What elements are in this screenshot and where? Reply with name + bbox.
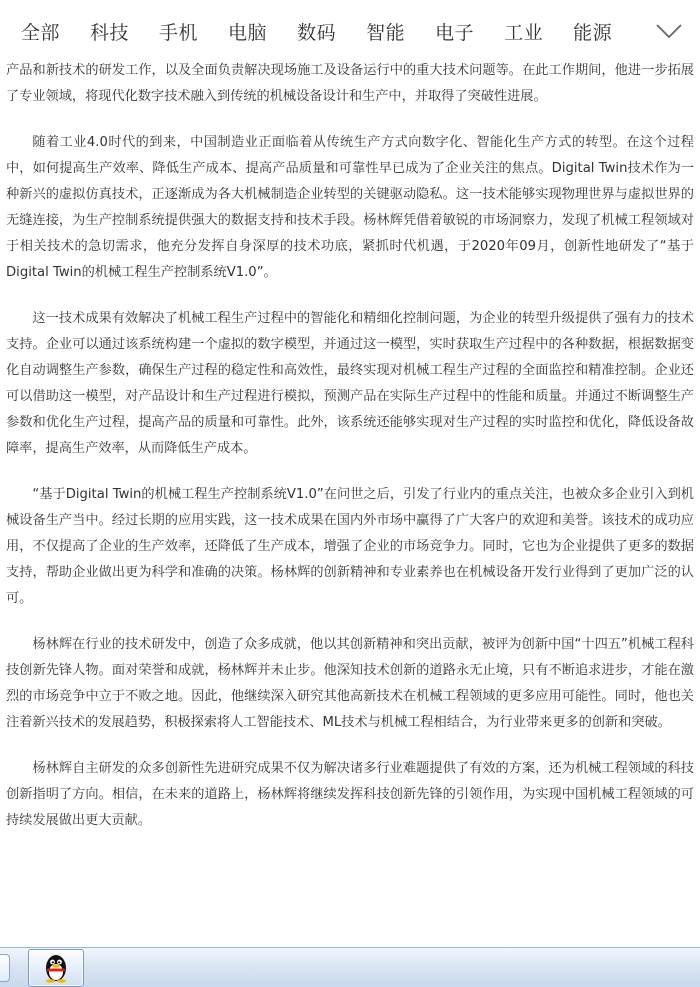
article-paragraph: 杨林辉自主研发的众多创新性先进研究成果不仅为解决诸多行业难题提供了有效的方案，还为机械工程领域的科技创新指明了方向。相信，在未来的道路上，杨林辉将继续发挥科技创新先锋的引领作用，为实现中国机械工程领域的可持续发展做出更大贡献。 [6,761,694,828]
tab-electronics[interactable]: 电子 [435,21,475,44]
tab-phone[interactable]: 手机 [159,21,199,44]
tab-computer[interactable]: 电脑 [228,21,268,44]
qq-penguin-icon [42,953,70,983]
taskbar [0,947,700,987]
article-body [0,32,700,854]
article-paragraph: “基于Digital Twin的机械工程生产控制系统V1.0”在问世之后，引发了行业内的重点关注，也被众多企业引入到机械设备生产当中。经过长期的应用实践，这一技术成果在国内外市场中赢得了广大客户的欢迎和美誉。该技术的成功应用，不仅提高了企业的生产效率，还降低了生产成本，增强了企业的市场竞争力。同时，它也为企业提供了更多的数据支持，帮助企业做出更为科学和准确的决策。杨林辉的创新精神和专业素养也在机械设备开发行业得到了更加广泛的认可。 [6,487,694,606]
tab-tech[interactable]: 科技 [90,21,130,44]
tab-digital[interactable]: 数码 [297,21,337,44]
article-paragraph: 随着工业4.0时代的到来，中国制造业正面临着从传统生产方式向数字化、智能化生产方式的转型。在这个过程中，如何提高生产效率、降低生产成本、提高产品质量和可靠性早已成为了企业关注的焦点。Digital Twin技术作为一种新兴的虚拟仿真技术，正逐渐成为各大机械制造企业转型的关键驱动隐私。这一技术能够实现物理世界与虚拟世界的无缝连接，为生产控制系统提供强大的数据支持和技术手段。杨林辉凭借着敏锐的市场洞察力，发现了机械工程领域对于相关技术的急切需求，他充分发挥自身深厚的技术功底，紧抓时代机遇，于2020年09月，创新性地研发了“基于Digital Twin的机械工程生产控制系统V1.0”。 [6,135,694,280]
category-tabs [0,18,642,45]
article-paragraph: 产品和新技术的研发工作，以及全面负责解决现场施工及设备运行中的重大技术问题等。在此工作期间，他进一步拓展了专业领域，将现代化数字技术融入到传统的机械设备设计和生产中，并取得了突破性进展。 [6,63,694,104]
tab-smart[interactable]: 智能 [366,21,406,44]
category-nav [0,0,700,62]
article-paragraph: 杨林辉在行业的技术研发中，创造了众多成就，他以其创新精神和突出贡献，被评为创新中国“十四五”机械工程科技创新先锋人物。面对荣誉和成就，杨林辉并未止步。他深知技术创新的道路永无止境，只有不断追求进步，才能在激烈的市场竞争中立于不败之地。因此，他继续深入研究其他高新技术在机械工程领域的更多应用可能性。同时，他也关注着新兴技术的发展趋势，积极探索将人工智能技术、ML技术与机械工程相结合，为行业带来更多的创新和突破。 [6,637,694,730]
taskbar-partial-button[interactable] [0,954,10,982]
tab-industry[interactable]: 工业 [504,21,544,44]
article-paragraph: 这一技术成果有效解决了机械工程生产过程中的智能化和精细化控制问题，为企业的转型升级提供了强有力的技术支持。企业可以通过该系统构建一个虚拟的数字模型，并通过这一模型，实时获取生产过程中的各种数据，根据数据变化自动调整生产参数，确保生产过程的稳定性和高效性，最终实现对机械工程生产过程的全面监控和精准控制。企业还可以借助这一模型，对产品设计和生产过程进行模拟，预测产品在实际生产过程中的性能和质量。并通过不断调整生产参数和优化生产过程，提高产品的质量和可靠性。此外，该系统还能够实现对生产过程的实时监控和优化，降低设备故障率，提高生产效率，从而降低生产成本。 [6,311,694,456]
taskbar-qq-button[interactable] [28,949,84,987]
chevron-down-icon [656,23,682,39]
tab-all[interactable]: 全部 [21,21,61,44]
tab-energy[interactable]: 能源 [573,21,613,44]
more-categories-button[interactable] [638,0,700,62]
